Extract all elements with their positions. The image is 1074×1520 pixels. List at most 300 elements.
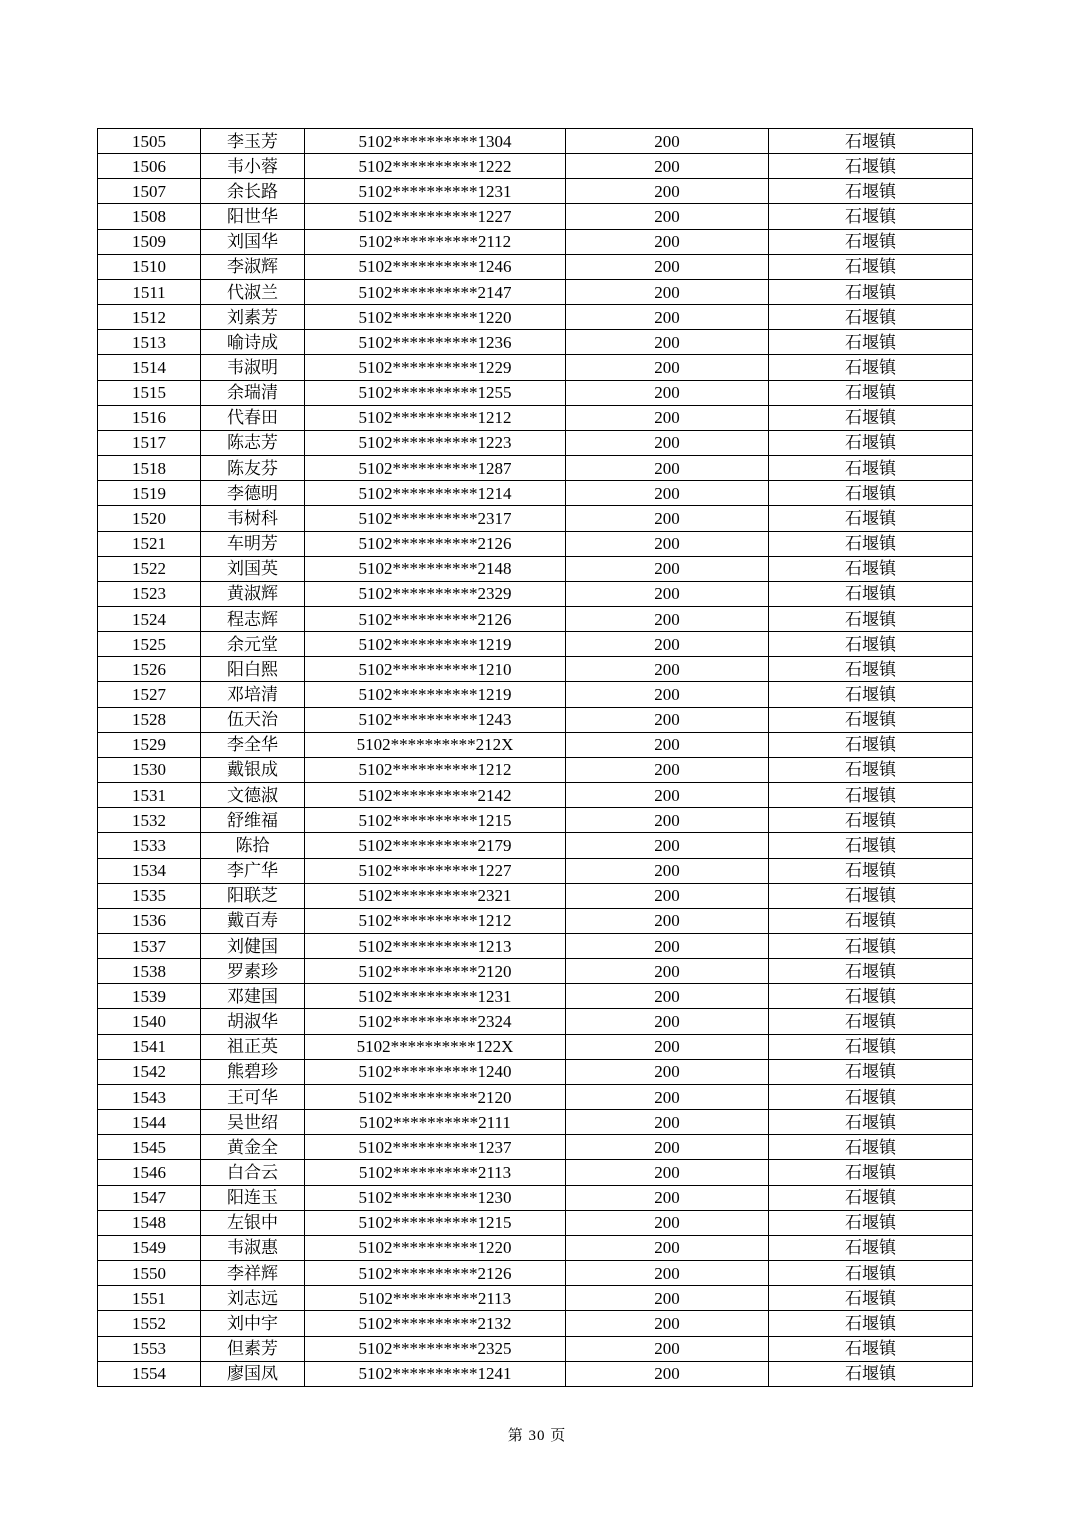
- amount-cell: 200: [566, 783, 769, 808]
- amount-cell: 200: [566, 1034, 769, 1059]
- table-row: [98, 305, 973, 330]
- serial-cell: 1534: [98, 858, 201, 883]
- town-cell: 石堰镇: [769, 632, 973, 657]
- town-cell: 石堰镇: [769, 1135, 973, 1160]
- id-number-cell: 5102**********1212: [305, 405, 566, 430]
- amount-cell: 200: [566, 456, 769, 481]
- amount-cell: 200: [566, 380, 769, 405]
- table-row: [98, 984, 973, 1009]
- name-cell: 左银中: [201, 1210, 305, 1235]
- id-number-cell: 5102**********1227: [305, 858, 566, 883]
- name-cell: 代淑兰: [201, 279, 305, 304]
- name-cell: 阳联芝: [201, 883, 305, 908]
- amount-cell: 200: [566, 757, 769, 782]
- amount-cell: 200: [566, 305, 769, 330]
- serial-cell: 1528: [98, 707, 201, 732]
- table-row: [98, 1059, 973, 1084]
- name-cell: 舒维福: [201, 808, 305, 833]
- amount-cell: 200: [566, 984, 769, 1009]
- table-row: [98, 1336, 973, 1361]
- table-row: [98, 682, 973, 707]
- town-cell: 石堰镇: [769, 179, 973, 204]
- name-cell: 黄金全: [201, 1135, 305, 1160]
- id-number-cell: 5102**********1214: [305, 481, 566, 506]
- name-cell: 陈友芬: [201, 456, 305, 481]
- town-cell: 石堰镇: [769, 883, 973, 908]
- serial-cell: 1519: [98, 481, 201, 506]
- serial-cell: 1553: [98, 1336, 201, 1361]
- name-cell: 刘国英: [201, 556, 305, 581]
- town-cell: 石堰镇: [769, 1160, 973, 1185]
- serial-cell: 1545: [98, 1135, 201, 1160]
- name-cell: 韦淑惠: [201, 1235, 305, 1260]
- town-cell: 石堰镇: [769, 129, 973, 154]
- id-number-cell: 5102**********2324: [305, 1009, 566, 1034]
- id-number-cell: 5102**********1219: [305, 632, 566, 657]
- town-cell: 石堰镇: [769, 1059, 973, 1084]
- table-row: [98, 531, 973, 556]
- table-row: [98, 757, 973, 782]
- table-row: [98, 632, 973, 657]
- town-cell: 石堰镇: [769, 1084, 973, 1109]
- id-number-cell: 5102**********122X: [305, 1034, 566, 1059]
- name-cell: 李祥辉: [201, 1261, 305, 1286]
- table-row: [98, 1135, 973, 1160]
- id-number-cell: 5102**********1236: [305, 330, 566, 355]
- name-cell: 刘素芳: [201, 305, 305, 330]
- amount-cell: 200: [566, 556, 769, 581]
- serial-cell: 1533: [98, 833, 201, 858]
- serial-cell: 1549: [98, 1235, 201, 1260]
- amount-cell: 200: [566, 934, 769, 959]
- table-row: [98, 430, 973, 455]
- serial-cell: 1551: [98, 1286, 201, 1311]
- amount-cell: 200: [566, 129, 769, 154]
- amount-cell: 200: [566, 858, 769, 883]
- town-cell: 石堰镇: [769, 430, 973, 455]
- id-number-cell: 5102**********1237: [305, 1135, 566, 1160]
- serial-cell: 1517: [98, 430, 201, 455]
- serial-cell: 1546: [98, 1160, 201, 1185]
- id-number-cell: 5102**********1223: [305, 430, 566, 455]
- town-cell: 石堰镇: [769, 1311, 973, 1336]
- town-cell: 石堰镇: [769, 531, 973, 556]
- id-number-cell: 5102**********2142: [305, 783, 566, 808]
- name-cell: 戴银成: [201, 757, 305, 782]
- town-cell: 石堰镇: [769, 757, 973, 782]
- name-cell: 李广华: [201, 858, 305, 883]
- amount-cell: 200: [566, 430, 769, 455]
- name-cell: 余长路: [201, 179, 305, 204]
- id-number-cell: 5102**********1240: [305, 1059, 566, 1084]
- town-cell: 石堰镇: [769, 682, 973, 707]
- serial-cell: 1540: [98, 1009, 201, 1034]
- table-row: [98, 657, 973, 682]
- table-row: [98, 581, 973, 606]
- name-cell: 余瑞清: [201, 380, 305, 405]
- name-cell: 廖国凤: [201, 1361, 305, 1386]
- town-cell: 石堰镇: [769, 330, 973, 355]
- amount-cell: 200: [566, 1135, 769, 1160]
- name-cell: 罗素珍: [201, 959, 305, 984]
- town-cell: 石堰镇: [769, 556, 973, 581]
- table-row: [98, 1210, 973, 1235]
- name-cell: 程志辉: [201, 606, 305, 631]
- id-number-cell: 5102**********212X: [305, 732, 566, 757]
- serial-cell: 1541: [98, 1034, 201, 1059]
- name-cell: 阳白熙: [201, 657, 305, 682]
- table-row: [98, 1110, 973, 1135]
- town-cell: 石堰镇: [769, 808, 973, 833]
- serial-cell: 1506: [98, 154, 201, 179]
- table-row: [98, 883, 973, 908]
- serial-cell: 1505: [98, 129, 201, 154]
- id-number-cell: 5102**********1215: [305, 1210, 566, 1235]
- table-row: [98, 1009, 973, 1034]
- name-cell: 李玉芳: [201, 129, 305, 154]
- name-cell: 李德明: [201, 481, 305, 506]
- id-number-cell: 5102**********1210: [305, 657, 566, 682]
- name-cell: 文德淑: [201, 783, 305, 808]
- id-number-cell: 5102**********1215: [305, 808, 566, 833]
- amount-cell: 200: [566, 1185, 769, 1210]
- table-row: [98, 154, 973, 179]
- town-cell: 石堰镇: [769, 405, 973, 430]
- amount-cell: 200: [566, 1261, 769, 1286]
- name-cell: 邓建国: [201, 984, 305, 1009]
- id-number-cell: 5102**********1212: [305, 757, 566, 782]
- amount-cell: 200: [566, 481, 769, 506]
- serial-cell: 1538: [98, 959, 201, 984]
- page-number: 第 30 页: [507, 1428, 567, 1444]
- serial-cell: 1516: [98, 405, 201, 430]
- serial-cell: 1544: [98, 1110, 201, 1135]
- town-cell: 石堰镇: [769, 1361, 973, 1386]
- table-row: [98, 1034, 973, 1059]
- table-row: [98, 1235, 973, 1260]
- id-number-cell: 5102**********1231: [305, 984, 566, 1009]
- serial-cell: 1510: [98, 254, 201, 279]
- town-cell: 石堰镇: [769, 908, 973, 933]
- serial-cell: 1532: [98, 808, 201, 833]
- town-cell: 石堰镇: [769, 581, 973, 606]
- town-cell: 石堰镇: [769, 783, 973, 808]
- serial-cell: 1527: [98, 682, 201, 707]
- serial-cell: 1542: [98, 1059, 201, 1084]
- town-cell: 石堰镇: [769, 305, 973, 330]
- id-number-cell: 5102**********1287: [305, 456, 566, 481]
- table-row: [98, 481, 973, 506]
- name-cell: 刘志远: [201, 1286, 305, 1311]
- id-number-cell: 5102**********1219: [305, 682, 566, 707]
- name-cell: 邓培清: [201, 682, 305, 707]
- id-number-cell: 5102**********1222: [305, 154, 566, 179]
- amount-cell: 200: [566, 1311, 769, 1336]
- serial-cell: 1539: [98, 984, 201, 1009]
- id-number-cell: 5102**********2111: [305, 1110, 566, 1135]
- town-cell: 石堰镇: [769, 456, 973, 481]
- town-cell: 石堰镇: [769, 229, 973, 254]
- amount-cell: 200: [566, 179, 769, 204]
- serial-cell: 1548: [98, 1210, 201, 1235]
- amount-cell: 200: [566, 908, 769, 933]
- name-cell: 陈志芳: [201, 430, 305, 455]
- town-cell: 石堰镇: [769, 984, 973, 1009]
- serial-cell: 1521: [98, 531, 201, 556]
- table-row: [98, 606, 973, 631]
- town-cell: 石堰镇: [769, 732, 973, 757]
- amount-cell: 200: [566, 883, 769, 908]
- id-number-cell: 5102**********2147: [305, 279, 566, 304]
- name-cell: 刘中宇: [201, 1311, 305, 1336]
- table-row: [98, 732, 973, 757]
- table-row: [98, 279, 973, 304]
- id-number-cell: 5102**********2132: [305, 1311, 566, 1336]
- amount-cell: 200: [566, 1009, 769, 1034]
- id-number-cell: 5102**********2329: [305, 581, 566, 606]
- beneficiary-table-body: [98, 129, 973, 1387]
- id-number-cell: 5102**********1246: [305, 254, 566, 279]
- id-number-cell: 5102**********2325: [305, 1336, 566, 1361]
- town-cell: 石堰镇: [769, 279, 973, 304]
- amount-cell: 200: [566, 1361, 769, 1386]
- name-cell: 余元堂: [201, 632, 305, 657]
- amount-cell: 200: [566, 204, 769, 229]
- table-row: [98, 355, 973, 380]
- serial-cell: 1525: [98, 632, 201, 657]
- serial-cell: 1547: [98, 1185, 201, 1210]
- name-cell: 王可华: [201, 1084, 305, 1109]
- name-cell: 韦树科: [201, 506, 305, 531]
- amount-cell: 200: [566, 606, 769, 631]
- serial-cell: 1514: [98, 355, 201, 380]
- amount-cell: 200: [566, 330, 769, 355]
- town-cell: 石堰镇: [769, 657, 973, 682]
- town-cell: 石堰镇: [769, 1034, 973, 1059]
- serial-cell: 1531: [98, 783, 201, 808]
- serial-cell: 1529: [98, 732, 201, 757]
- table-row: [98, 858, 973, 883]
- serial-cell: 1507: [98, 179, 201, 204]
- id-number-cell: 5102**********1213: [305, 934, 566, 959]
- town-cell: 石堰镇: [769, 481, 973, 506]
- amount-cell: 200: [566, 254, 769, 279]
- table-row: [98, 506, 973, 531]
- id-number-cell: 5102**********2126: [305, 606, 566, 631]
- serial-cell: 1536: [98, 908, 201, 933]
- town-cell: 石堰镇: [769, 959, 973, 984]
- id-number-cell: 5102**********1230: [305, 1185, 566, 1210]
- table-row: [98, 908, 973, 933]
- name-cell: 代春田: [201, 405, 305, 430]
- serial-cell: 1523: [98, 581, 201, 606]
- town-cell: 石堰镇: [769, 1110, 973, 1135]
- table-row: [98, 707, 973, 732]
- table-row: [98, 833, 973, 858]
- amount-cell: 200: [566, 707, 769, 732]
- id-number-cell: 5102**********2112: [305, 229, 566, 254]
- id-number-cell: 5102**********1304: [305, 129, 566, 154]
- town-cell: 石堰镇: [769, 204, 973, 229]
- amount-cell: 200: [566, 1110, 769, 1135]
- table-row: [98, 808, 973, 833]
- amount-cell: 200: [566, 1235, 769, 1260]
- table-row: [98, 330, 973, 355]
- amount-cell: 200: [566, 229, 769, 254]
- town-cell: 石堰镇: [769, 506, 973, 531]
- table-row: [98, 129, 973, 154]
- table-row: [98, 380, 973, 405]
- id-number-cell: 5102**********2113: [305, 1160, 566, 1185]
- name-cell: 李淑辉: [201, 254, 305, 279]
- table-row: [98, 1185, 973, 1210]
- id-number-cell: 5102**********2148: [305, 556, 566, 581]
- name-cell: 阳连玉: [201, 1185, 305, 1210]
- id-number-cell: 5102**********1255: [305, 380, 566, 405]
- table-row: [98, 556, 973, 581]
- id-number-cell: 5102**********1241: [305, 1361, 566, 1386]
- amount-cell: 200: [566, 959, 769, 984]
- name-cell: 黄淑辉: [201, 581, 305, 606]
- table-row: [98, 783, 973, 808]
- town-cell: 石堰镇: [769, 858, 973, 883]
- name-cell: 韦淑明: [201, 355, 305, 380]
- amount-cell: 200: [566, 581, 769, 606]
- serial-cell: 1537: [98, 934, 201, 959]
- serial-cell: 1513: [98, 330, 201, 355]
- table-row: [98, 405, 973, 430]
- serial-cell: 1550: [98, 1261, 201, 1286]
- amount-cell: 200: [566, 808, 769, 833]
- table-row: [98, 1361, 973, 1386]
- amount-cell: 200: [566, 531, 769, 556]
- amount-cell: 200: [566, 732, 769, 757]
- amount-cell: 200: [566, 355, 769, 380]
- serial-cell: 1512: [98, 305, 201, 330]
- beneficiary-table: [97, 128, 973, 1387]
- table-row: [98, 1286, 973, 1311]
- table-row: [98, 179, 973, 204]
- serial-cell: 1511: [98, 279, 201, 304]
- serial-cell: 1522: [98, 556, 201, 581]
- id-number-cell: 5102**********2120: [305, 1084, 566, 1109]
- name-cell: 白合云: [201, 1160, 305, 1185]
- id-number-cell: 5102**********1227: [305, 204, 566, 229]
- table-row: [98, 1311, 973, 1336]
- town-cell: 石堰镇: [769, 1261, 973, 1286]
- town-cell: 石堰镇: [769, 355, 973, 380]
- id-number-cell: 5102**********1212: [305, 908, 566, 933]
- town-cell: 石堰镇: [769, 1185, 973, 1210]
- id-number-cell: 5102**********1220: [305, 305, 566, 330]
- serial-cell: 1508: [98, 204, 201, 229]
- amount-cell: 200: [566, 1210, 769, 1235]
- serial-cell: 1524: [98, 606, 201, 631]
- table-row: [98, 934, 973, 959]
- id-number-cell: 5102**********2126: [305, 1261, 566, 1286]
- serial-cell: 1530: [98, 757, 201, 782]
- table-row: [98, 204, 973, 229]
- serial-cell: 1554: [98, 1361, 201, 1386]
- id-number-cell: 5102**********2179: [305, 833, 566, 858]
- name-cell: 戴百寿: [201, 908, 305, 933]
- amount-cell: 200: [566, 279, 769, 304]
- table-row: [98, 254, 973, 279]
- town-cell: 石堰镇: [769, 934, 973, 959]
- table-row: [98, 1160, 973, 1185]
- serial-cell: 1518: [98, 456, 201, 481]
- amount-cell: 200: [566, 632, 769, 657]
- table-row: [98, 456, 973, 481]
- name-cell: 熊碧珍: [201, 1059, 305, 1084]
- town-cell: 石堰镇: [769, 1210, 973, 1235]
- amount-cell: 200: [566, 1286, 769, 1311]
- name-cell: 陈拾: [201, 833, 305, 858]
- name-cell: 车明芳: [201, 531, 305, 556]
- id-number-cell: 5102**********1231: [305, 179, 566, 204]
- amount-cell: 200: [566, 833, 769, 858]
- id-number-cell: 5102**********1243: [305, 707, 566, 732]
- id-number-cell: 5102**********2126: [305, 531, 566, 556]
- town-cell: 石堰镇: [769, 1009, 973, 1034]
- table-row: [98, 229, 973, 254]
- serial-cell: 1509: [98, 229, 201, 254]
- amount-cell: 200: [566, 1059, 769, 1084]
- town-cell: 石堰镇: [769, 1286, 973, 1311]
- id-number-cell: 5102**********1220: [305, 1235, 566, 1260]
- name-cell: 伍天治: [201, 707, 305, 732]
- town-cell: 石堰镇: [769, 1336, 973, 1361]
- serial-cell: 1515: [98, 380, 201, 405]
- serial-cell: 1543: [98, 1084, 201, 1109]
- name-cell: 李全华: [201, 732, 305, 757]
- id-number-cell: 5102**********1229: [305, 355, 566, 380]
- name-cell: 阳世华: [201, 204, 305, 229]
- serial-cell: 1535: [98, 883, 201, 908]
- name-cell: 吴世绍: [201, 1110, 305, 1135]
- amount-cell: 200: [566, 1336, 769, 1361]
- town-cell: 石堰镇: [769, 254, 973, 279]
- town-cell: 石堰镇: [769, 707, 973, 732]
- town-cell: 石堰镇: [769, 833, 973, 858]
- name-cell: 祖正英: [201, 1034, 305, 1059]
- id-number-cell: 5102**********2321: [305, 883, 566, 908]
- name-cell: 韦小蓉: [201, 154, 305, 179]
- table-row: [98, 959, 973, 984]
- serial-cell: 1526: [98, 657, 201, 682]
- table-row: [98, 1084, 973, 1109]
- name-cell: 喻诗成: [201, 330, 305, 355]
- name-cell: 胡淑华: [201, 1009, 305, 1034]
- id-number-cell: 5102**********2113: [305, 1286, 566, 1311]
- town-cell: 石堰镇: [769, 606, 973, 631]
- name-cell: 刘国华: [201, 229, 305, 254]
- town-cell: 石堰镇: [769, 380, 973, 405]
- serial-cell: 1552: [98, 1311, 201, 1336]
- table-row: [98, 1261, 973, 1286]
- name-cell: 但素芳: [201, 1336, 305, 1361]
- id-number-cell: 5102**********2120: [305, 959, 566, 984]
- serial-cell: 1520: [98, 506, 201, 531]
- amount-cell: 200: [566, 506, 769, 531]
- name-cell: 刘健国: [201, 934, 305, 959]
- amount-cell: 200: [566, 405, 769, 430]
- amount-cell: 200: [566, 682, 769, 707]
- id-number-cell: 5102**********2317: [305, 506, 566, 531]
- amount-cell: 200: [566, 154, 769, 179]
- town-cell: 石堰镇: [769, 1235, 973, 1260]
- amount-cell: 200: [566, 1084, 769, 1109]
